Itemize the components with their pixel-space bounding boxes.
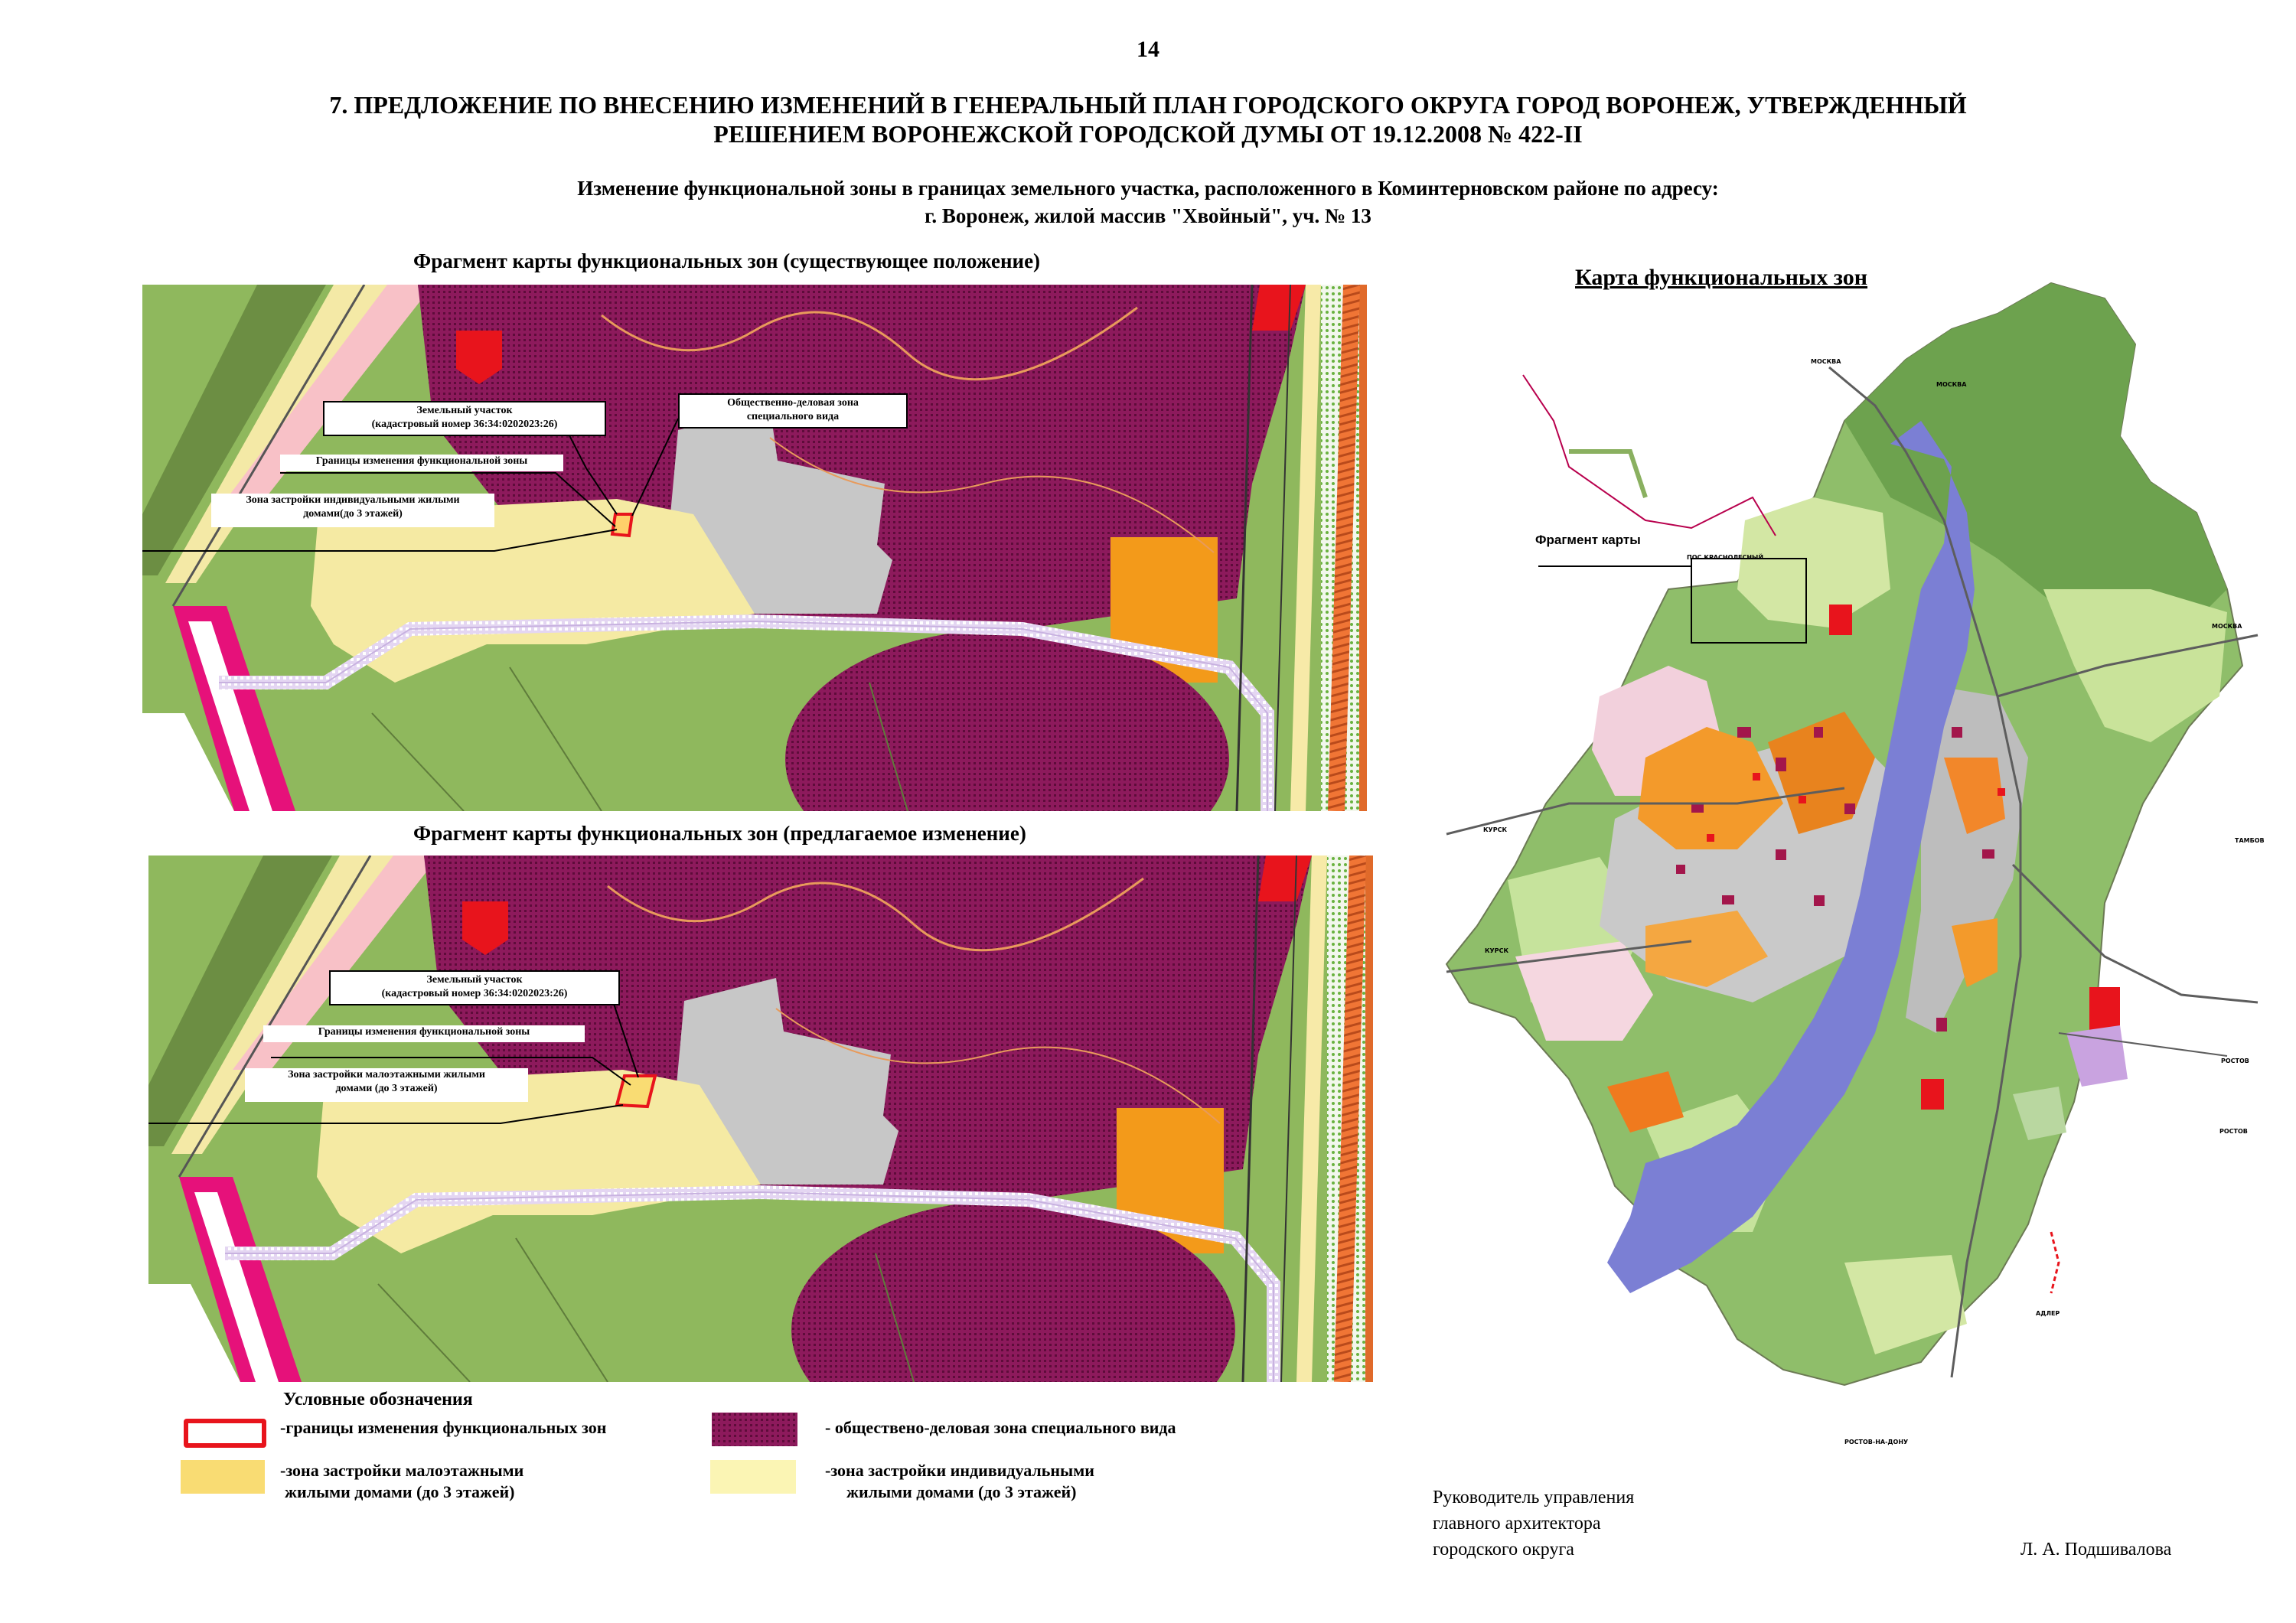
signature-block xyxy=(1433,1484,1634,1563)
callout-zone-line2: домами (до 3 этажей) xyxy=(335,1083,438,1094)
callout-special-line1: Общественно-деловая зона xyxy=(727,397,859,409)
legend-swatch-boundary xyxy=(181,1414,265,1448)
callout-parcel-line2: (кадастровый номер 36:34:0202023:26) xyxy=(381,988,568,999)
callout-zone-line1: Зона застройки малоэтажными жилыми xyxy=(288,1069,485,1080)
road-label-rostov-na-donu: РОСТОВ-НА-ДОНУ xyxy=(1844,1439,1909,1445)
heading-line-2: РЕШЕНИЕМ ВОРОНЕЖСКОЙ ГОРОДСКОЙ ДУМЫ ОТ 19.12.2008 № 422-II xyxy=(713,120,1583,148)
document-heading xyxy=(153,90,2143,148)
legend-label-special-zone: - обществено-деловая зона специального вида xyxy=(825,1418,1176,1437)
road-label-tambov: ТАМБОВ xyxy=(2235,837,2265,844)
road-label-adler: АДЛЕР xyxy=(2036,1310,2060,1317)
callout-parcel-line2: (кадастровый номер 36:34:0202023:26) xyxy=(371,419,558,430)
fragment-existing-map xyxy=(142,285,1367,811)
callout-parcel-line1: Земельный участок xyxy=(416,405,513,416)
callout-special-line2: специального вида xyxy=(746,411,840,422)
fragment-proposed-title: Фрагмент карты функциональных зон (предлагаемое изменение) xyxy=(413,822,1026,845)
legend-label-boundary: -границы изменения функциональных зон xyxy=(280,1418,607,1437)
subheading-line-1: Изменение функциональной зоны в границах земельного участка, расположенного в Коминтерновском районе по адресу: xyxy=(577,177,1719,200)
callout-zone-line1: Зона застройки индивидуальными жилыми xyxy=(246,494,460,506)
legend-swatch-lowrise xyxy=(181,1460,265,1494)
road-label-kursk-2: КУРСК xyxy=(1485,947,1508,954)
road-label-moscow-1: МОСКВА xyxy=(1811,358,1841,365)
overview-map xyxy=(1416,268,2265,1462)
callout-parcel-line1: Земельный участок xyxy=(426,974,523,986)
callout-zone-line2: домами(до 3 этажей) xyxy=(303,508,403,520)
settlement-label: ПОС.КРАСНОЛЕСНЫЙ xyxy=(1687,554,1764,561)
document-subheading xyxy=(230,174,2066,230)
legend-title: Условные обозначения xyxy=(283,1390,473,1410)
fragment-proposed-map xyxy=(148,855,1373,1382)
legend-label-lowrise-line2: жилыми домами (до 3 этажей) xyxy=(285,1482,515,1501)
road-label-rostov-1: РОСТОВ xyxy=(2221,1058,2249,1064)
signature-line2: главного архитектора xyxy=(1433,1514,1601,1533)
road-label-rostov-2: РОСТОВ xyxy=(2219,1128,2248,1135)
road-label-moscow-2: МОСКВА xyxy=(1936,381,1967,388)
callout-zone xyxy=(211,494,494,527)
legend-label-individual-line2: жилыми домами (до 3 этажей) xyxy=(846,1482,1077,1501)
fragment-existing-title: Фрагмент карты функциональных зон (существующее положение) xyxy=(413,249,1041,272)
legend-label-lowrise xyxy=(280,1460,523,1503)
callout-special-zone xyxy=(678,393,908,429)
road-label-kursk-1: КУРСК xyxy=(1483,826,1507,833)
signature-name: Л. А. Подшивалова xyxy=(2020,1540,2172,1559)
page-number: 14 xyxy=(1137,37,1159,62)
legend-label-individual-line1: -зона застройки индивидуальными xyxy=(825,1461,1094,1480)
overview-map-title: Карта функциональных зон xyxy=(1575,265,1868,290)
legend-swatch-individual xyxy=(710,1460,796,1494)
fragment-box-label: Фрагмент карты xyxy=(1535,533,1641,547)
callout-parcel xyxy=(323,401,606,436)
subheading-line-2: г. Воронеж, жилой массив "Хвойный", уч. № 13 xyxy=(925,204,1371,227)
legend-label-individual xyxy=(825,1460,1094,1503)
signature-line3: городского округа xyxy=(1433,1540,1574,1559)
legend-swatch-special-zone xyxy=(712,1413,797,1446)
road-label-moscow-3: МОСКВА xyxy=(2212,623,2242,630)
legend-label-lowrise-line1: -зона застройки малоэтажными xyxy=(280,1461,524,1480)
heading-line-1: 7. ПРЕДЛОЖЕНИЕ ПО ВНЕСЕНИЮ ИЗМЕНЕНИЙ В ГЕНЕРАЛЬНЫЙ ПЛАН ГОРОДСКОГО ОКРУГА ГОРОД ВОРОНЕЖ, УТВЕРЖДЕННЫЙ xyxy=(329,91,1967,119)
callout-parcel xyxy=(329,970,620,1005)
signature-line1: Руководитель управления xyxy=(1433,1488,1635,1507)
callout-boundary: Границы изменения функциональной зоны xyxy=(280,455,563,471)
callout-boundary: Границы изменения функциональной зоны xyxy=(263,1025,585,1042)
callout-zone xyxy=(245,1068,528,1102)
